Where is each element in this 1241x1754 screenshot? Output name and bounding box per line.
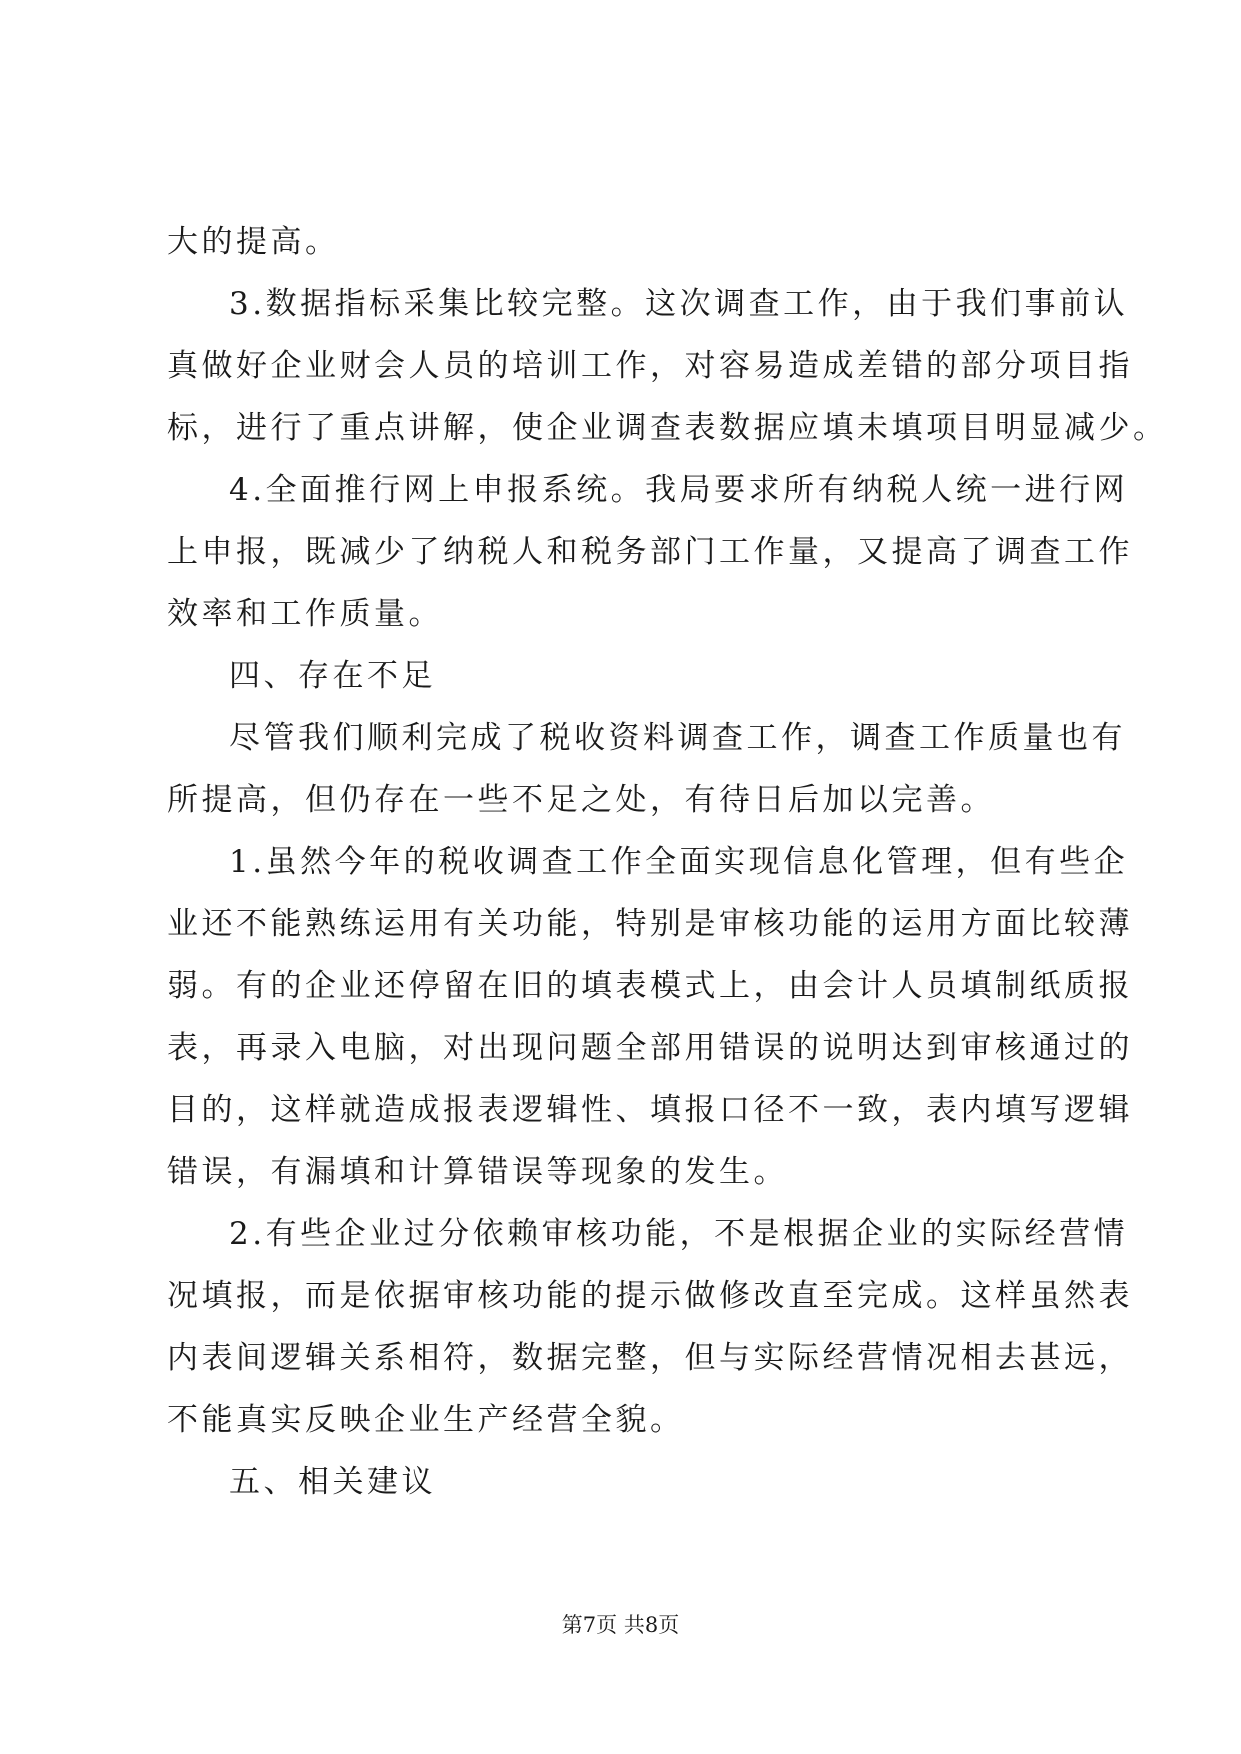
text-line: 效率和工作质量。 <box>167 596 443 632</box>
text-line: 2.有些企业过分依赖审核功能，不是根据企业的实际经营情 <box>229 1216 1129 1252</box>
section-heading: 五、相关建议 <box>229 1464 436 1500</box>
text-line: 不能真实反映企业生产经营全貌。 <box>167 1402 685 1438</box>
text-line: 大的提高。 <box>167 224 340 260</box>
text-line: 真做好企业财会人员的培训工作，对容易造成差错的部分项目指 <box>167 348 1133 384</box>
section-heading: 四、存在不足 <box>229 658 436 694</box>
text-line: 1.虽然今年的税收调查工作全面实现信息化管理，但有些企 <box>229 844 1129 880</box>
text-line: 所提高，但仍存在一些不足之处，有待日后加以完善。 <box>167 782 995 818</box>
text-line: 业还不能熟练运用有关功能，特别是审核功能的运用方面比较薄 <box>167 906 1133 942</box>
text-line: 尽管我们顺利完成了税收资料调查工作，调查工作质量也有 <box>229 720 1126 756</box>
text-line: 目的，这样就造成报表逻辑性、填报口径不一致，表内填写逻辑 <box>167 1092 1133 1128</box>
text-line: 内表间逻辑关系相符，数据完整，但与实际经营情况相去甚远， <box>167 1340 1133 1376</box>
text-line: 错误，有漏填和计算错误等现象的发生。 <box>167 1154 788 1190</box>
text-line: 弱。有的企业还停留在旧的填表模式上，由会计人员填制纸质报 <box>167 968 1133 1004</box>
text-line: 标，进行了重点讲解，使企业调查表数据应填未填项目明显减少。 <box>167 410 1168 446</box>
text-line: 上申报，既减少了纳税人和税务部门工作量，又提高了调查工作 <box>167 534 1133 570</box>
text-line: 况填报，而是依据审核功能的提示做修改直至完成。这样虽然表 <box>167 1278 1133 1314</box>
text-line: 4.全面推行网上申报系统。我局要求所有纳税人统一进行网 <box>229 472 1129 508</box>
text-line: 3.数据指标采集比较完整。这次调查工作，由于我们事前认 <box>229 286 1129 322</box>
page-footer: 第7页 共8页 <box>561 1613 680 1637</box>
text-line: 表，再录入电脑，对出现问题全部用错误的说明达到审核通过的 <box>167 1030 1133 1066</box>
